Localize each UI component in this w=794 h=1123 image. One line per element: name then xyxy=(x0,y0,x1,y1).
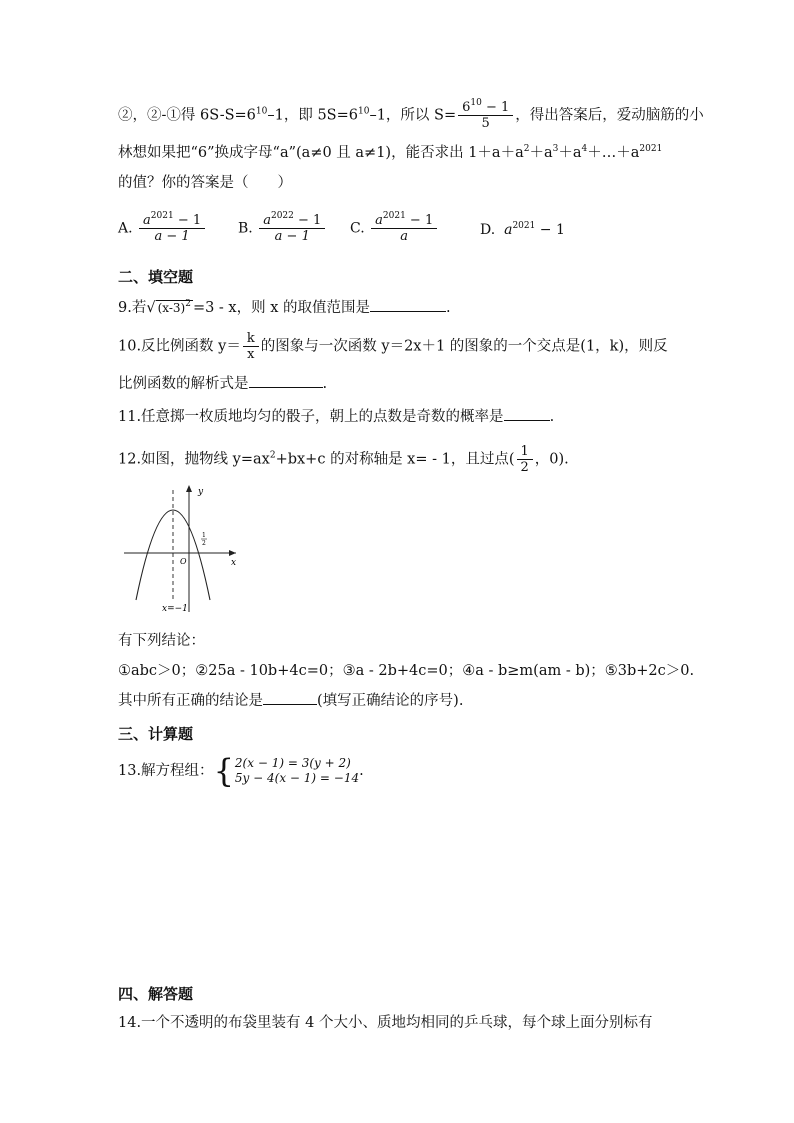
origin-label: O xyxy=(180,557,187,566)
q10-line-1: 10.反比例函数 y＝ $\frac{k}{x}$ 的图象与一次函数 y＝2x＋1 的图象的一个交点是(1，k)，则反 xyxy=(118,331,668,362)
q12-conclusions: ①abc＞0；②25a - 10b+4c=0；③a - 2b+4c=0；④a - b≥m(am - b)；⑤3b+2c＞0. xyxy=(118,663,695,679)
q10-line-2: 比例函数的解析式是 . xyxy=(118,373,718,395)
q13: 13.解方程组： { 2(x − 1) = 3(y + 2) 5y − 4(x − 1) = −14 . xyxy=(118,752,364,790)
q8-line-2: 林想如果把“6”换成字母“a”(a≠0 且 a≠1)，能否求出 $1+a+a^2+a^3+a^4+\dots+a^{2021}$ xyxy=(118,144,663,161)
q8-exp-2: 10 xyxy=(357,106,370,117)
sqrt-symbol: √ $(x-3)^2$ xyxy=(146,299,191,316)
q8-exp-1: 10 xyxy=(255,106,268,117)
half-label-num: 1 xyxy=(202,532,206,539)
q12-answer-line: 其中所有正确的结论是 (填写正确结论的序号). xyxy=(118,690,718,712)
q8-sum-fraction: $\frac{6^{10} - 1}{5}$ xyxy=(458,100,513,131)
section-heading-answer: 四、解答题 xyxy=(118,985,194,1003)
symmetry-axis-label: x=−1 xyxy=(162,604,188,614)
left-brace: { xyxy=(213,752,234,790)
y-axis-arrow xyxy=(186,485,192,492)
q8-line-3: 的值？你的答案是（ ） xyxy=(118,175,292,191)
q14-line-1: 14.一个不透明的布袋里装有 4 个大小、质地均相同的乒乓球，每个球上面分别标有 xyxy=(118,1015,653,1031)
q8-text-c: –1，所以 S= xyxy=(369,107,457,124)
x-axis-label: x xyxy=(231,558,237,568)
section-heading-calculation: 三、计算题 xyxy=(118,725,194,743)
q10-answer-blank[interactable] xyxy=(249,373,323,388)
y-axis-label: y xyxy=(198,487,204,497)
q8-line-1 xyxy=(118,100,718,131)
option-a[interactable]: A. $\frac{a^{2021} - 1}{a - 1}$ xyxy=(118,213,207,244)
q11-answer-blank[interactable] xyxy=(504,406,550,421)
q11: 11.任意掷一枚质地均匀的骰子，朝上的点数是奇数的概率是 . xyxy=(118,406,718,428)
equation-1: 2(x − 1) = 3(y + 2) xyxy=(234,756,351,770)
q12-line-1: 12.如图，抛物线 $y=ax^2+bx+c$ 的对称轴是 x= - 1，且过点( $\frac{1}{2}$ ，0). xyxy=(118,444,569,475)
option-b[interactable]: B. $\frac{a^{2022} - 1}{a - 1}$ xyxy=(238,213,327,244)
q9: 9.若√ $(x-3)^2 =3 - x$，则 x 的取值范围是 . xyxy=(118,297,718,319)
q8-text-a: ②，②-①得 6S-S=6 xyxy=(118,107,256,124)
option-d[interactable]: D. $a^{2021} - 1$ xyxy=(480,221,565,238)
x-axis-arrow xyxy=(229,550,236,556)
q9-answer-blank[interactable] xyxy=(370,297,446,312)
option-c[interactable]: C. $\frac{a^{2021} - 1}{a}$ xyxy=(350,213,439,244)
q8-text-b: –1，即 5S=6 xyxy=(267,107,358,124)
half-label-den: 2 xyxy=(202,540,206,547)
q8-text-d: ，得出答案后，爱动脑筋的小 xyxy=(515,107,704,124)
q12-answer-blank[interactable] xyxy=(263,690,317,705)
equation-2: 5y − 4(x − 1) = −14 xyxy=(234,771,360,785)
parabola-figure xyxy=(118,482,248,614)
section-heading-fill-blank: 二、填空题 xyxy=(118,268,194,286)
q12-conclusions-title: 有下列结论： xyxy=(118,633,205,649)
